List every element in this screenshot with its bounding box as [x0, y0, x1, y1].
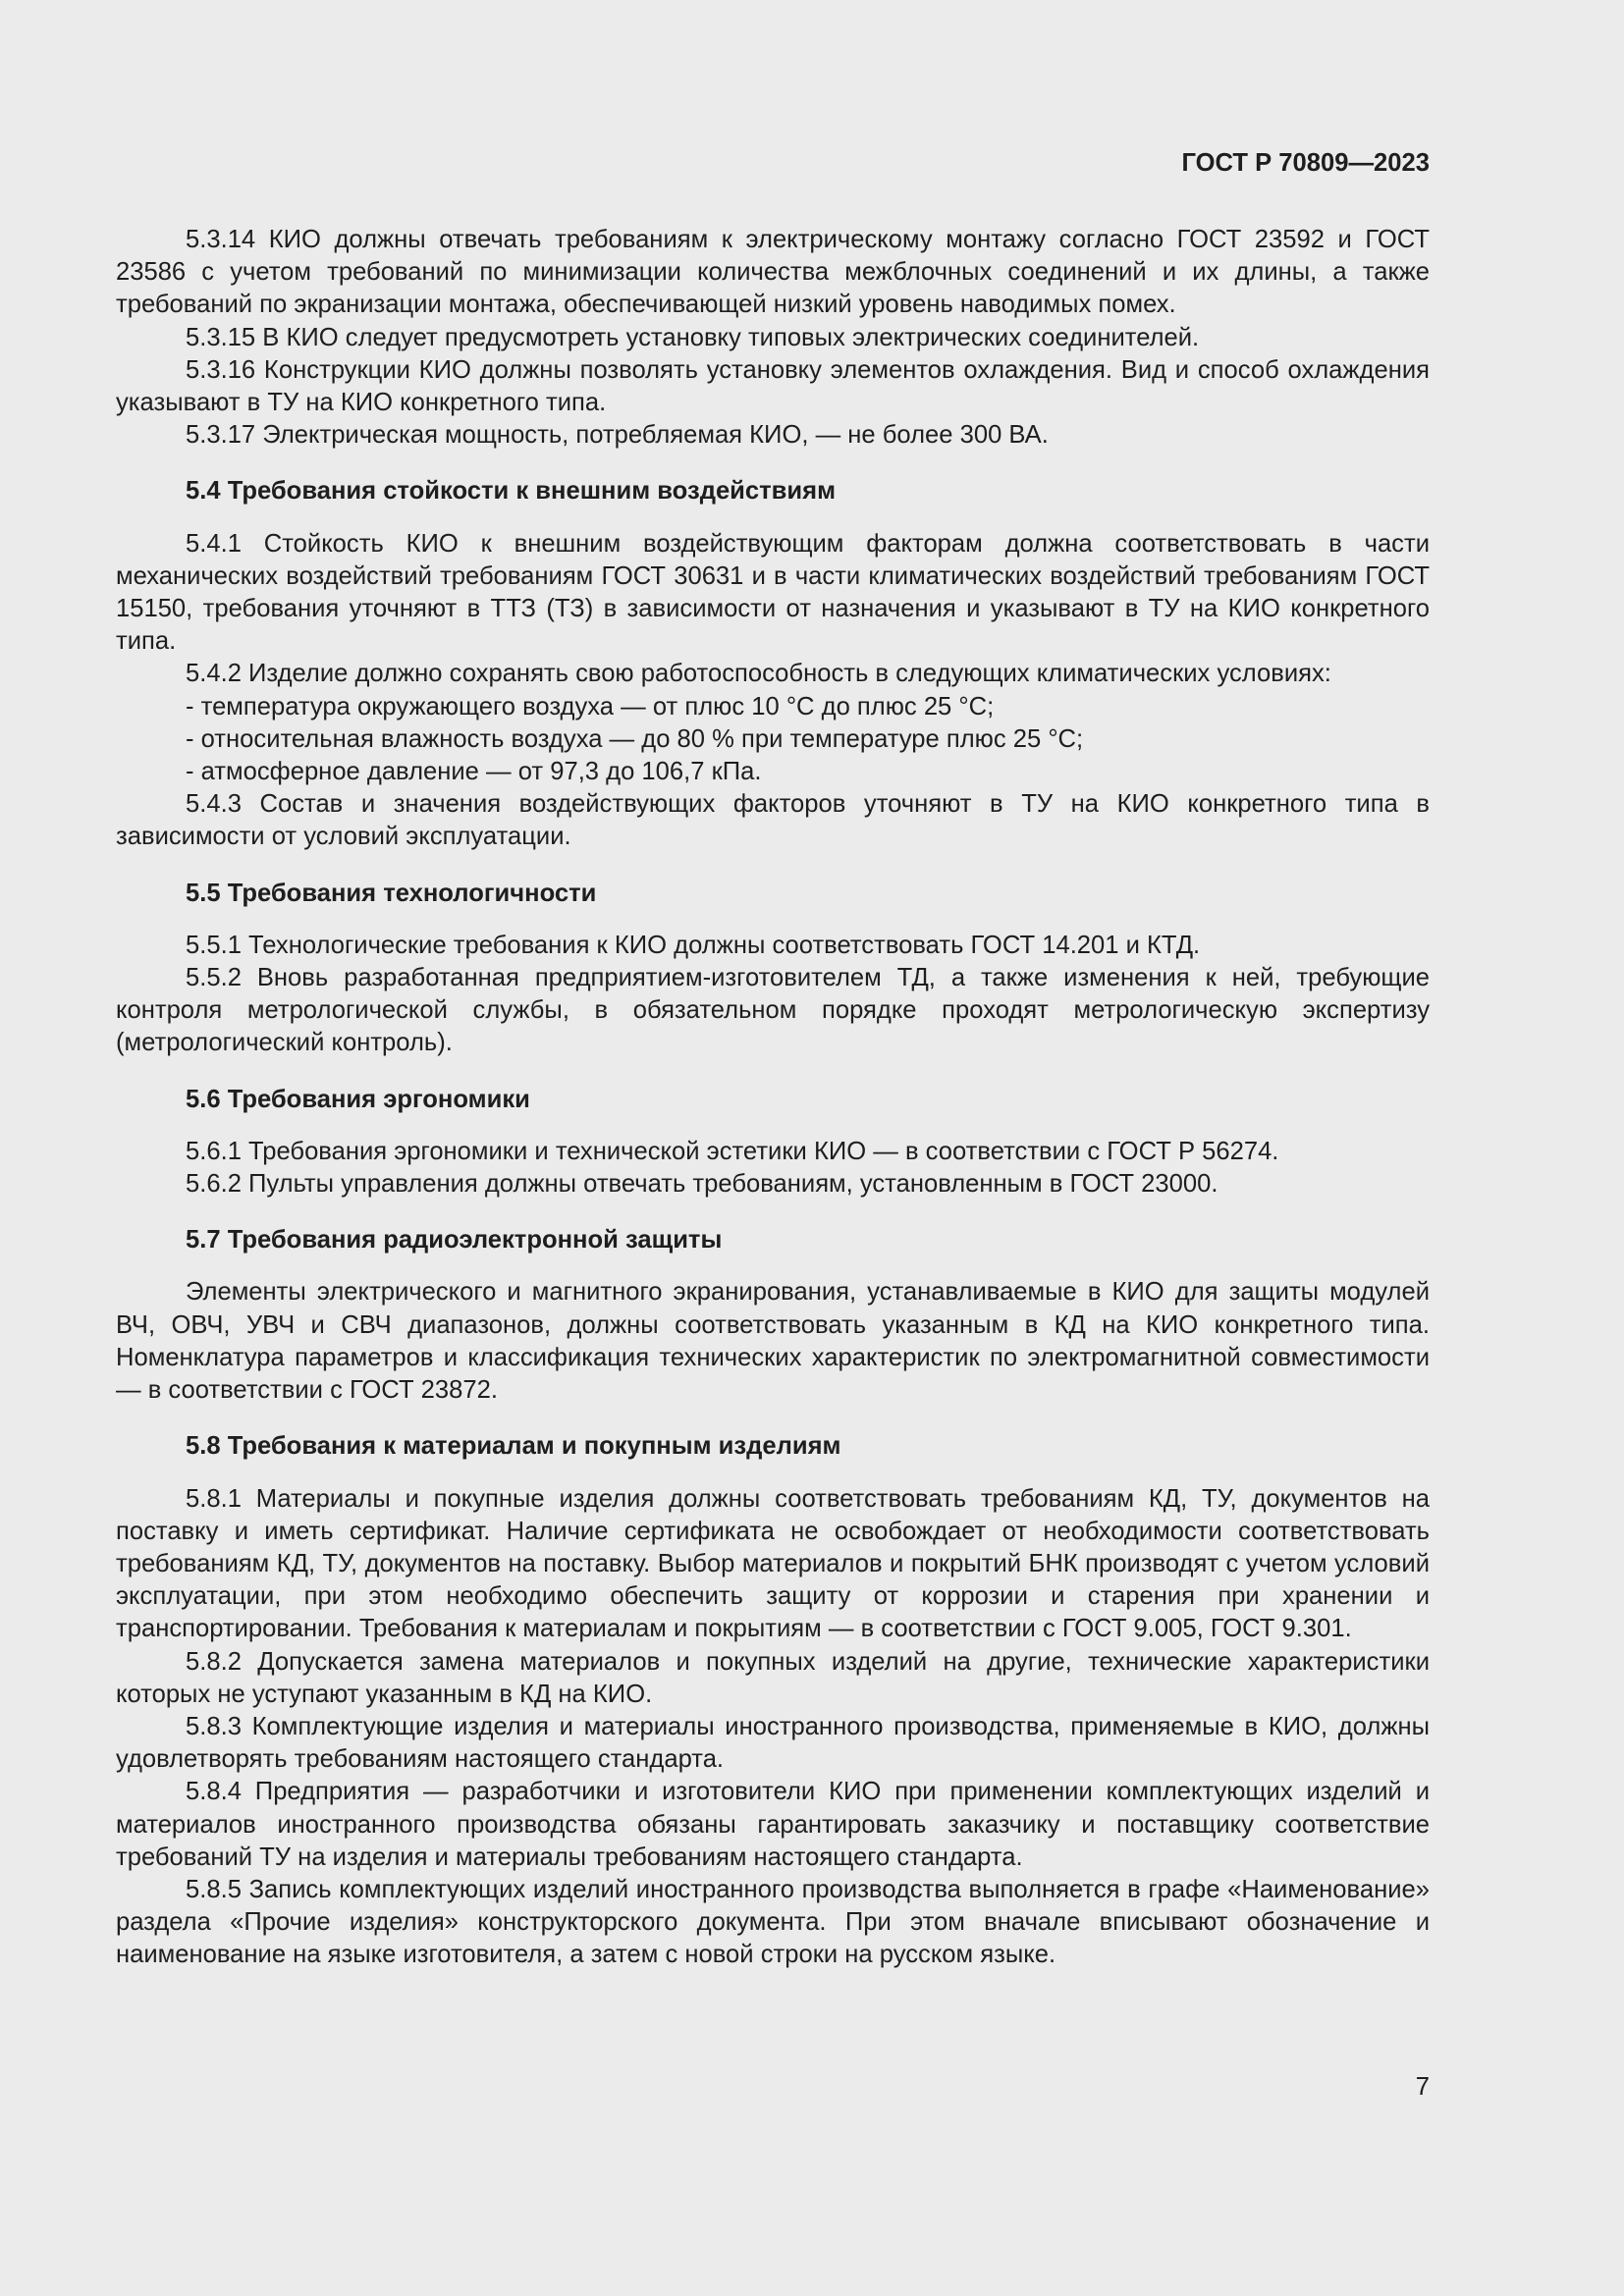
- paragraph-5-6-2: 5.6.2 Пульты управления должны отвечать требованиям, установленным в ГОСТ 23000.: [186, 1170, 1218, 1199]
- document-body: [116, 224, 1430, 1972]
- list-item: - относительная влажность воздуха — до 80 % при температуре плюс 25 °С;: [186, 724, 1084, 753]
- document-header: ГОСТ Р 70809—2023: [1181, 149, 1430, 177]
- paragraph-5-4-2: 5.4.2 Изделие должно сохранять свою работоспособность в следующих климатических условиях:: [186, 660, 1331, 688]
- paragraph-5-8-5: 5.8.5 Запись комплектующих изделий иностранного производства выполняется в графе «Наименование» раздела «Прочие изделия» конструкторского документа. При этом вначале вписывают обозначение и наименование на языке изготовителя, а затем с новой строки на русском языке.: [116, 1875, 1430, 1969]
- paragraph-5-3-15: 5.3.15 В КИО следует предусмотреть установку типовых электрических соединителей.: [186, 323, 1200, 351]
- paragraph-5-7-1: Элементы электрического и магнитного экранирования, устанавливаемые в КИО для защиты модулей ВЧ, ОВЧ, УВЧ и СВЧ диапазонов, должны соответствовать указанным в КД на КИО конкретного типа. Номенклатура параметров и классификация технических характеристик по электромагнитной совместимости — в соответствии с ГОСТ 23872.: [116, 1278, 1430, 1405]
- paragraph-5-5-1: 5.5.1 Технологические требования к КИО должны соответствовать ГОСТ 14.201 и КТД.: [186, 931, 1201, 959]
- paragraph-5-8-2: 5.8.2 Допускается замена материалов и покупных изделий на другие, технические характеристики которых не уступают указанным в КД на КИО.: [116, 1647, 1430, 1708]
- section-heading-5-5: 5.5 Требования технологичности: [186, 879, 597, 907]
- section-heading-5-4: 5.4 Требования стойкости к внешним воздействиям: [186, 477, 837, 506]
- paragraph-5-4-1: 5.4.1 Стойкость КИО к внешним воздействующим факторам должна соответствовать в части механических воздействий требованиям ГОСТ 30631 и в части климатических воздействий требованиям ГОСТ 15150, требования уточняют в ТТЗ (ТЗ) в зависимости от назначения и указывают в ТУ на КИО конкретного типа.: [116, 529, 1430, 656]
- section-heading-5-7: 5.7 Требования радиоэлектронной защиты: [186, 1226, 723, 1255]
- paragraph-5-8-3: 5.8.3 Комплектующие изделия и материалы иностранного производства, применяемые в КИО, должны удовлетворять требованиям настоящего стандарта.: [116, 1712, 1430, 1774]
- section-heading-5-6: 5.6 Требования эргономики: [186, 1085, 530, 1113]
- paragraph-5-3-14: 5.3.14 КИО должны отвечать требованиям к электрическому монтажу согласно ГОСТ 23592 и ГОСТ 23586 с учетом требований по минимизации количества межблочных соединений и их длины, а также требований по экранизации монтажа, обеспечивающей низкий уровень наводимых помех.: [116, 226, 1430, 319]
- section-heading-5-8: 5.8 Требования к материалам и покупным изделиям: [186, 1432, 841, 1461]
- paragraph-5-8-4: 5.8.4 Предприятия — разработчики и изготовители КИО при применении комплектующих изделий и материалов иностранного производства обязаны гарантировать заказчику и поставщику соответствие требований ТУ на изделия и материалы требованиям настоящего стандарта.: [116, 1778, 1430, 1871]
- paragraph-5-8-1: 5.8.1 Материалы и покупные изделия должны соответствовать требованиям КД, ТУ, документов на поставку и иметь сертификат. Наличие сертификата не освобождает от необходимости соответствовать требованиям КД, ТУ, документов на поставку. Выбор материалов и покрытий БНК производят с учетом условий эксплуатации, при этом необходимо обеспечить защиту от коррозии и старения при хранении и транспортировании. Требования к материалам и покрытиям — в соответствии с ГОСТ 9.005, ГОСТ 9.301.: [116, 1484, 1430, 1643]
- paragraph-5-3-17: 5.3.17 Электрическая мощность, потребляемая КИО, — не более 300 ВА.: [186, 421, 1049, 450]
- page-number: 7: [1415, 2073, 1430, 2101]
- paragraph-5-3-16: 5.3.16 Конструкции КИО должны позволять установку элементов охлаждения. Вид и способ охлаждения указывают в ТУ на КИО конкретного типа.: [116, 355, 1430, 417]
- paragraph-5-5-2: 5.5.2 Вновь разработанная предприятием-изготовителем ТД, а также изменения к ней, требующие контроля метрологической службы, в обязательном порядке проходят метрологическую экспертизу (метрологический контроль).: [116, 964, 1430, 1057]
- list-item: - атмосферное давление — от 97,3 до 106,7 кПа.: [186, 758, 762, 786]
- paragraph-5-4-3: 5.4.3 Состав и значения воздействующих факторов уточняют в ТУ на КИО конкретного типа в зависимости от условий эксплуатации.: [116, 790, 1430, 851]
- list-item: - температура окружающего воздуха — от плюс 10 °С до плюс 25 °С;: [186, 692, 995, 721]
- paragraph-5-6-1: 5.6.1 Требования эргономики и технической эстетики КИО — в соответствии с ГОСТ Р 56274.: [186, 1137, 1279, 1165]
